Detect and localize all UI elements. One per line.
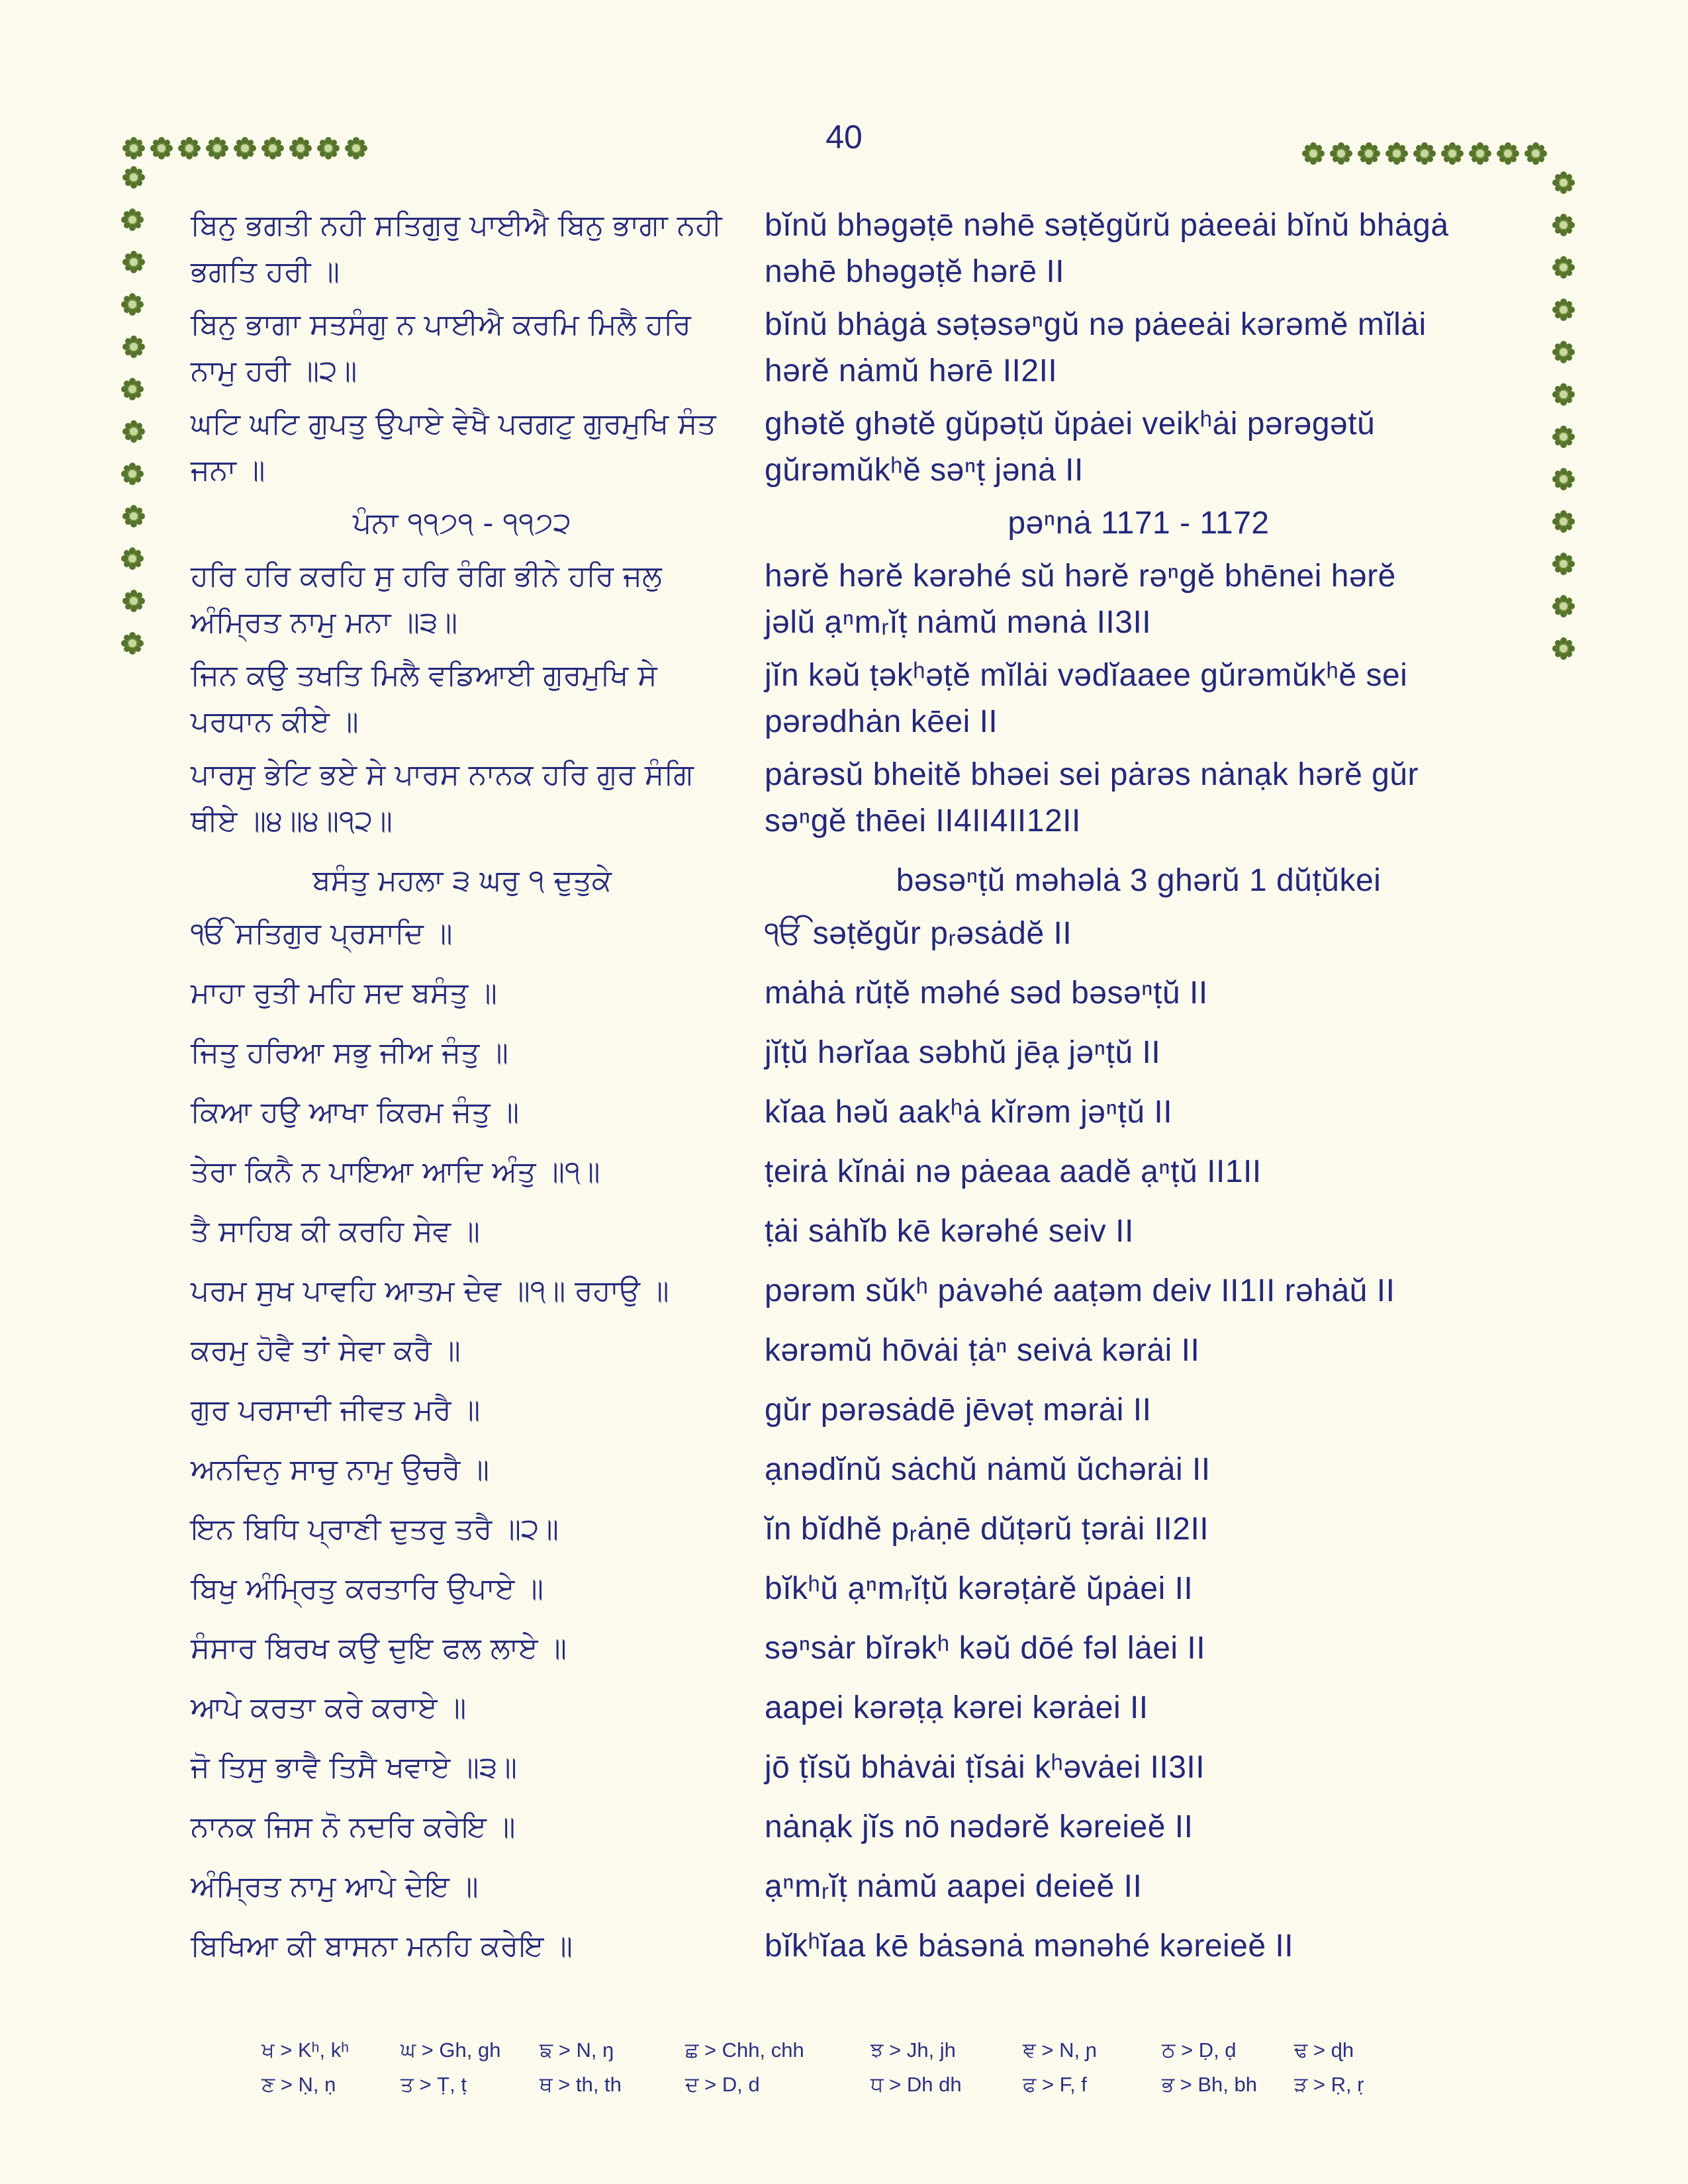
- flower-ornament-icon: [1552, 341, 1575, 363]
- transliteration-line: ĭn bĭdhĕ pᵣȧṇē dŭṭərŭ ṭərȧi II2II: [765, 1512, 1209, 1547]
- gurmukhi-line: ਜਿਨ ਕਉ ਤਖਤਿ ਮਿਲੈ ਵਡਿਆਈ ਗੁਰਮੁਖਿ ਸੇ: [191, 659, 657, 692]
- transliteration-line: jō ṭĭsŭ bhȧvȧi ṭĭsȧi kʰəvȧei II3II: [765, 1750, 1205, 1785]
- transliteration-line: kĭaa həŭ aakʰȧ kĭrəm jəⁿṭŭ II: [765, 1095, 1173, 1130]
- transliteration-line: ạnədĭnŭ sȧchŭ nȧmŭ ŭchərȧi II: [765, 1452, 1211, 1487]
- transliteration-line: bəsəⁿṭŭ məhəlȧ 3 ghərŭ 1 dŭṭŭkei: [896, 863, 1382, 898]
- legend-entry: ਞ > N, ɲ: [1023, 2038, 1097, 2062]
- flower-ornament-icon: [1552, 595, 1575, 617]
- transliteration-line: kərəmŭ hōvȧi ṭȧⁿ seivȧ kərȧi II: [765, 1333, 1200, 1368]
- gurmukhi-line: ਹਰਿ ਹਰਿ ਕਰਹਿ ਸੁ ਹਰਿ ਰੰਗਿ ਭੀਨੇ ਹਰਿ ਜਲੁ: [191, 559, 662, 593]
- legend-entry: ਦ > D, d: [685, 2073, 760, 2096]
- gurmukhi-line: ਬਿਖਿਆ ਕੀ ਬਾਸਨਾ ਮਨਹਿ ਕਰੇਇ ॥: [191, 1929, 573, 1963]
- transliteration-line: ạⁿmᵣĭṭ nȧmŭ aapei deieĕ II: [765, 1869, 1143, 1904]
- gurmukhi-line: ਥੀਏ ॥੪॥੪॥੧੨॥: [191, 804, 393, 838]
- transliteration-line: səⁿsȧr bĭrəkʰ kəŭ dōé fəl lȧei II: [765, 1631, 1206, 1666]
- transliteration-line: bĭkʰŭ ạⁿmᵣĭṭŭ kərəṭȧrĕ ŭpȧei II: [765, 1571, 1194, 1606]
- transliteration-line: nȧnạk jĭs nō nədərĕ kəreieĕ II: [765, 1809, 1194, 1844]
- legend-entry: ਠ > Ḍ, ḍ: [1162, 2038, 1237, 2062]
- gurmukhi-line: ਜਨਾ ॥: [191, 453, 265, 487]
- gurmukhi-line: ਬਿਖੁ ਅੰਮ੍ਰਿਤੁ ਕਰਤਾਰਿ ਉਪਾਏ ॥: [191, 1572, 544, 1606]
- legend-entry: ਣ > Ṇ, ṇ: [261, 2073, 336, 2096]
- transliteration-line: hərĕ hərĕ kərəhé sŭ hərĕ rəⁿgĕ bhēnei hərĕ: [765, 559, 1396, 594]
- transliteration-line: bĭnŭ bhȧgȧ səṭəsəⁿgŭ nə pȧeeȧi kərəmĕ mĭlȧi: [765, 307, 1427, 342]
- gurmukhi-line: ਅਨਦਿਨੁ ਸਾਚੁ ਨਾਮੁ ਉਚਰੈ ॥: [191, 1453, 490, 1486]
- legend-entry: ਛ > Chh, chh: [685, 2038, 804, 2062]
- legend-entry: ਫ > F, f: [1023, 2073, 1087, 2096]
- gurmukhi-line: ਬਿਨੁ ਭਾਗਾ ਸਤਸੰਗੁ ਨ ਪਾਈਐ ਕਰਮਿ ਮਿਲੈ ਹਰਿ: [191, 308, 691, 341]
- legend-entry: ਙ > N, ŋ: [539, 2038, 614, 2062]
- flower-ornament-icon: [121, 632, 144, 655]
- transliteration-line: pəⁿnȧ 1171 - 1172: [1008, 506, 1270, 541]
- gurmukhi-line: ਭਗਤਿ ਹਰੀ ॥: [191, 255, 340, 289]
- flower-ornament-icon: [1552, 171, 1575, 194]
- gurmukhi-line: ਬਸੰਤੁ ਮਹਲਾ ੩ ਘਰੁ ੧ ਦੁਤੁਕੇ: [312, 864, 612, 897]
- legend-entry: ਝ > Jh, jh: [870, 2038, 956, 2062]
- gurmukhi-line: ਤੇਰਾ ਕਿਨੈ ਨ ਪਾਇਆ ਆਦਿ ਅੰਤੁ ॥੧॥: [191, 1155, 600, 1189]
- flower-ornament-icon: [121, 547, 144, 570]
- gurmukhi-line: ਜੋ ਤਿਸੁ ਭਾਵੈ ਤਿਸੈ ਖਵਾਏ ॥੩॥: [191, 1751, 517, 1784]
- flower-ornament-icon: [122, 505, 145, 527]
- gurmukhi-line: ਪੰਨਾ ੧੧੭੧ - ੧੧੭੨: [353, 506, 571, 540]
- transliteration-line: bĭkʰĭaa kē bȧsənȧ mənəhé kəreieĕ II: [765, 1929, 1294, 1964]
- legend-entry: ੜ > Ṛ, ṛ: [1294, 2073, 1364, 2096]
- transliteration-line: aapei kərəṭạ kərei kərȧei II: [765, 1690, 1149, 1725]
- flower-ornament-icon: [1552, 298, 1575, 321]
- transliteration-line: jĭṭŭ hərĭaa səbhŭ jēạ jəⁿṭŭ II: [765, 1035, 1161, 1070]
- legend-entry: ਘ > Gh, gh: [400, 2038, 501, 2062]
- gurmukhi-line: ਘਟਿ ਘਟਿ ਗੁਪਤੁ ਉਪਾਏ ਵੇਖੈ ਪਰਗਟੁ ਗੁਰਮੁਖਿ ਸੰਤ: [191, 407, 716, 441]
- transliteration-line: bĭnŭ bhəgəṭē nəhē səṭĕgŭrŭ pȧeeȧi bĭnŭ bhȧgȧ: [765, 208, 1449, 243]
- flower-ornament-icon: [1552, 553, 1575, 575]
- flower-ornament-icon: [121, 378, 144, 400]
- transliteration-line: ghətĕ ghətĕ gŭpəṭŭ ŭpȧei veikʰȧi pərəgətŭ: [765, 406, 1376, 441]
- gurmukhi-line: ਨਾਮੁ ਹਰੀ ॥੨॥: [191, 354, 357, 388]
- legend-entry: ਥ > th, th: [539, 2073, 622, 2096]
- gurmukhi-line: ਪਰਮ ਸੁਖ ਪਾਵਹਿ ਆਤਮ ਦੇਵ ॥੧॥ ਰਹਾਉ ॥: [191, 1274, 669, 1308]
- flower-ornament-icon: [122, 420, 145, 443]
- transliteration-line: ੴ səṭĕgŭr pᵣəsȧdĕ II: [765, 916, 1072, 951]
- gurmukhi-line: ਗੁਰ ਪਰਸਾਦੀ ਜੀਵਤ ਮਰੈ ॥: [191, 1393, 481, 1427]
- transliteration-line: jəlŭ ạⁿmᵣĭṭ nȧmŭ mənȧ II3II: [765, 605, 1152, 640]
- gurmukhi-line: ਕਰਮੁ ਹੋਵੈ ਤਾਂ ਸੇਵਾ ਕਰੈ ॥: [191, 1334, 461, 1367]
- gurmukhi-line: ੴ ਸਤਿਗੁਰ ਪ੍ਰਸਾਦਿ ॥: [191, 917, 453, 950]
- flower-ornament-icon: [122, 166, 145, 189]
- legend-entry: ਤ > Ṭ, ṭ: [400, 2073, 467, 2096]
- transliteration-line: pȧrəsŭ bheitĕ bhəei sei pȧrəs nȧnạk hərĕ gŭr: [765, 757, 1419, 792]
- gurmukhi-line: ਬਿਨੁ ਭਗਤੀ ਨਹੀ ਸਤਿਗੁਰੁ ਪਾਈਐ ਬਿਨੁ ਭਾਗਾ ਨਹੀ: [191, 208, 722, 242]
- flower-ornament-icon: [1552, 637, 1575, 660]
- gurmukhi-line: ਨਾਨਕ ਜਿਸ ਨੋ ਨਦਰਿ ਕਰੇਇ ॥: [191, 1810, 516, 1844]
- gurmukhi-line: ਅੰਮ੍ਰਿਤ ਨਾਮੁ ਮਨਾ ॥੩॥: [191, 606, 458, 639]
- flower-ornament-icon: [1552, 256, 1575, 279]
- gurmukhi-line: ਕਿਆ ਹਉ ਆਖਾ ਕਿਰਮ ਜੰਤੁ ॥: [191, 1095, 520, 1129]
- gurmukhi-line: ਆਪੇ ਕਰਤਾ ਕਰੇ ਕਰਾਏ ॥: [191, 1691, 467, 1725]
- gurmukhi-line: ਪਰਧਾਨ ਕੀਏ ॥: [191, 705, 359, 739]
- legend-entry: ਧ > Dh dh: [870, 2073, 962, 2096]
- flower-ornament-icon: [1552, 426, 1575, 448]
- gurmukhi-line: ਮਾਹਾ ਰੁਤੀ ਮਹਿ ਸਦ ਬਸੰਤੁ ॥: [191, 976, 497, 1010]
- flower-ornament-icon: [121, 293, 144, 316]
- legend-entry: ਢ > ɖh: [1294, 2038, 1354, 2062]
- page-number: 40: [825, 118, 863, 156]
- legend-entry: ਭ > Bh, bh: [1162, 2073, 1257, 2096]
- flower-ornament-icon: [1552, 468, 1575, 490]
- gurmukhi-line: ਜਿਤੁ ਹਰਿਆ ਸਭੁ ਜੀਅ ਜੰਤੁ ॥: [191, 1036, 508, 1069]
- transliteration-line: jĭn kəŭ ṭəkʰəṭĕ mĭlȧi vədĭaaee gŭrəmŭkʰĕ sei: [765, 658, 1408, 693]
- flower-ornament-icon: [1552, 510, 1575, 533]
- flower-ornament-icon: [1552, 383, 1575, 406]
- gurmukhi-line: ਇਨ ਬਿਧਿ ਪ੍ਰਾਣੀ ਦੁਤਰੁ ਤਰੈ ॥੨॥: [191, 1512, 559, 1546]
- gurmukhi-line: ਸੰਸਾਰ ਬਿਰਖ ਕਉ ਦੁਇ ਫਲ ਲਾਏ ॥: [191, 1631, 567, 1665]
- transliteration-line: pərəm sŭkʰ pȧvəhé aaṭəm deiv II1II rəhȧŭ II: [765, 1273, 1395, 1308]
- transliteration-line: pərədhȧn kēei II: [765, 704, 998, 739]
- flower-ornament-icon: [121, 208, 144, 231]
- gurmukhi-line: ਅੰਮ੍ਰਿਤ ਨਾਮੁ ਆਪੇ ਦੇਇ ॥: [191, 1870, 479, 1903]
- legend-entry: ਖ > Kʰ, kʰ: [261, 2038, 350, 2062]
- flower-ornament-icon: [122, 251, 145, 273]
- transliteration-line: gŭr pərəsȧdē jēvəṭ mərȧi II: [765, 1392, 1152, 1428]
- transliteration-line: ṭȧi sȧhĭb kē kərəhé seiv II: [765, 1214, 1134, 1249]
- transliteration-line: ṭeirȧ kĭnȧi nə pȧeaa aadĕ ạⁿṭŭ II1II: [765, 1154, 1262, 1189]
- flower-ornament-icon: [1552, 214, 1575, 236]
- gurmukhi-line: ਤੈ ਸਾਹਿਬ ਕੀ ਕਰਹਿ ਸੇਵ ॥: [191, 1214, 480, 1248]
- transliteration-line: gŭrəmŭkʰĕ səⁿṭ jənȧ II: [765, 453, 1084, 488]
- transliteration-line: hərĕ nȧmŭ hərē II2II: [765, 353, 1058, 388]
- flower-ornament-icon: [121, 463, 144, 485]
- flower-ornament-icon: [122, 336, 145, 358]
- flower-ornament-icon: [122, 590, 145, 612]
- transliteration-line: səⁿgĕ thēei II4II4II12II: [765, 803, 1081, 839]
- transliteration-line: mȧhȧ rŭṭĕ məhé səd bəsəⁿṭŭ II: [765, 976, 1208, 1011]
- gurmukhi-line: ਪਾਰਸੁ ਭੇਟਿ ਭਏ ਸੇ ਪਾਰਸ ਨਾਨਕ ਹਰਿ ਗੁਰ ਸੰਗਿ: [191, 758, 694, 792]
- transliteration-line: nəhē bhəgəṭĕ hərē II: [765, 254, 1065, 289]
